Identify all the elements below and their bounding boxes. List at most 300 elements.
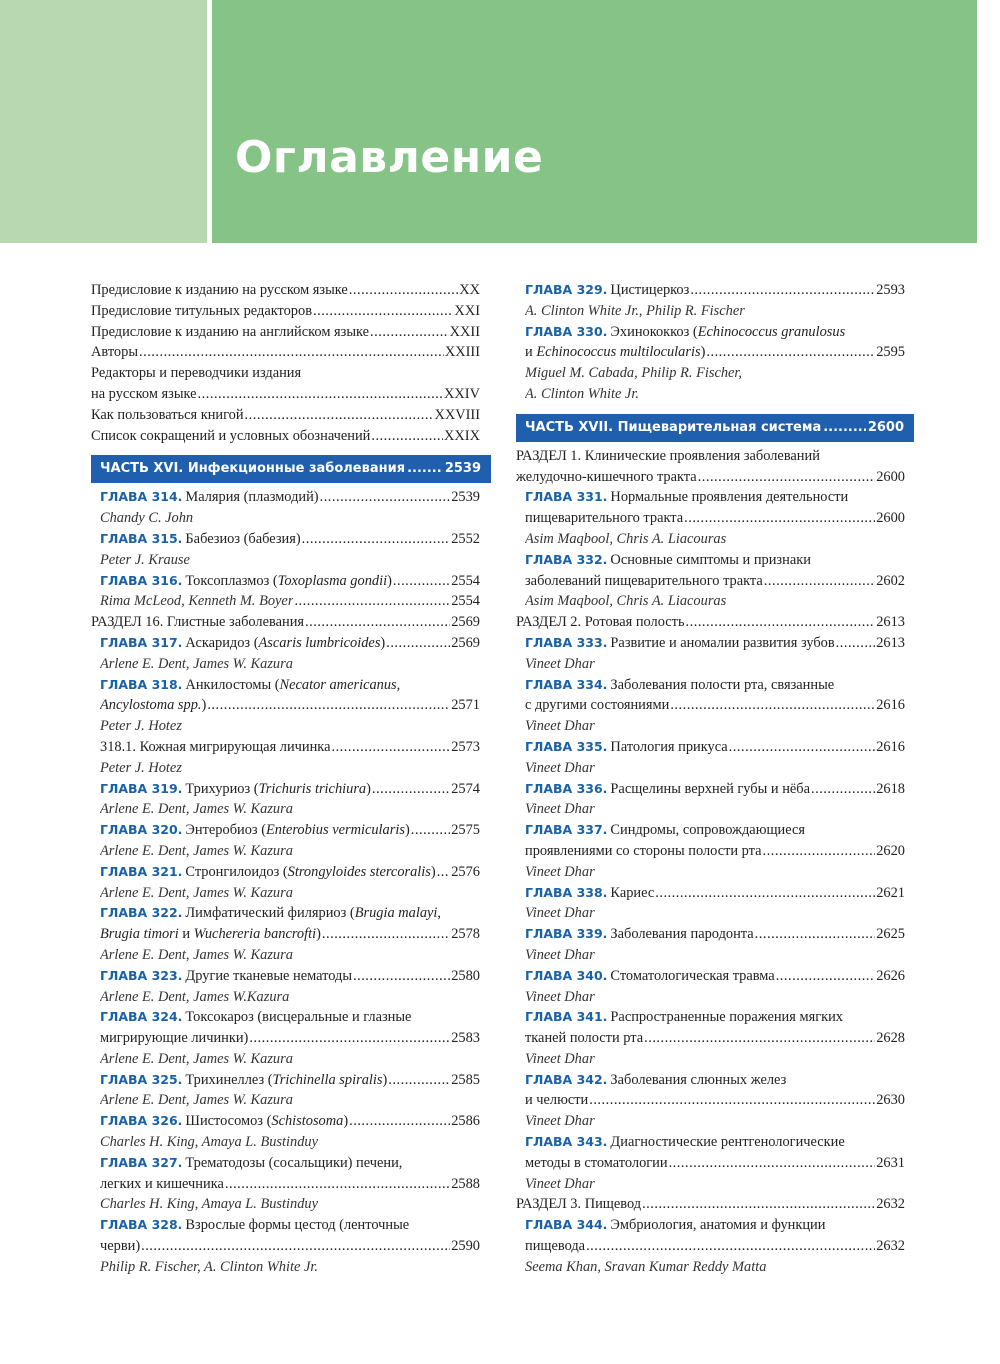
latin-name: Strongyloides stercoralis xyxy=(287,863,431,880)
entry-title: Vineet Dhar xyxy=(525,1050,595,1067)
page-number: 2600 xyxy=(876,510,905,527)
toc-section-line[interactable] xyxy=(516,612,905,633)
page-number: 2632 xyxy=(876,1196,905,1213)
toc-author-line xyxy=(516,591,905,612)
entry-text xyxy=(525,924,754,945)
page-number: 2575 xyxy=(451,822,480,839)
toc-chapter-line[interactable] xyxy=(91,1007,480,1028)
toc-chapter-line[interactable] xyxy=(91,633,480,654)
entry-title: на русском языке xyxy=(91,385,197,402)
entry-title: Charles H. King, Amaya L. Bustinduy xyxy=(100,1196,318,1213)
toc-chapter-line[interactable] xyxy=(91,675,480,696)
chapter-number: ГЛАВА 334. xyxy=(525,676,608,692)
dot-leader xyxy=(437,862,451,883)
entry-title: Заболевания пародонта xyxy=(610,926,754,943)
toc-chapter-line[interactable] xyxy=(91,903,480,924)
page-number: XXIX xyxy=(444,427,480,444)
toc-author-line xyxy=(91,508,480,529)
entry-text xyxy=(525,1257,766,1278)
part-17-banner[interactable] xyxy=(516,414,914,442)
toc-author-line xyxy=(91,550,480,571)
entry-title: Взрослые формы цестод (ленточные xyxy=(185,1217,410,1234)
entry-title: ) xyxy=(366,780,371,797)
dot-leader xyxy=(684,508,875,529)
page-number: 2602 xyxy=(876,572,905,589)
chapter-number: ГЛАВА 325. xyxy=(100,1071,183,1087)
entry-title: Vineet Dhar xyxy=(525,863,595,880)
toc-chapter-line[interactable] xyxy=(516,1132,905,1153)
entry-title: Arlene E. Dent, James W. Kazura xyxy=(100,946,293,963)
toc-cont-line[interactable] xyxy=(516,841,905,862)
toc-cont-line[interactable] xyxy=(516,1028,905,1049)
entry-title: Эмбриология, анатомия и функции xyxy=(610,1217,826,1234)
dot-leader xyxy=(322,924,450,945)
page-number: 2600 xyxy=(876,468,905,485)
entry-text xyxy=(525,716,595,737)
toc-author-line xyxy=(516,758,905,779)
entry-title: Miguel M. Cabada, Philip R. Fischer, xyxy=(525,365,743,382)
entry-text xyxy=(100,654,293,675)
chapter-number: ГЛАВА 320. xyxy=(100,822,183,838)
entry-text xyxy=(525,363,742,384)
dot-leader xyxy=(763,841,876,862)
entry-text xyxy=(100,924,321,945)
entry-text xyxy=(525,322,845,343)
entry-title: Peter J. Krause xyxy=(100,551,190,568)
dot-leader xyxy=(729,737,876,758)
entry-title: РАЗДЕЛ 2. Ротовая полость xyxy=(516,614,685,631)
toc-cont-line[interactable] xyxy=(91,695,480,716)
latin-name: Brugia timori xyxy=(100,926,179,943)
front-matter-list xyxy=(91,280,480,446)
toc-cont-line[interactable] xyxy=(91,737,480,758)
entry-title: Asim Maqbool, Chris A. Liacouras xyxy=(525,593,727,610)
entry-title: Vineet Dhar xyxy=(525,905,595,922)
toc-author-line xyxy=(91,945,480,966)
entry-title: Развитие и аномалии развития зубов xyxy=(610,634,835,651)
toc-author-line xyxy=(516,799,905,820)
toc-chapter-line[interactable] xyxy=(91,820,480,841)
front-matter-item[interactable] xyxy=(91,280,480,301)
dot-leader xyxy=(698,467,876,488)
entry-text xyxy=(525,1049,595,1070)
toc-chapter-line[interactable] xyxy=(91,1215,480,1236)
toc-right-column xyxy=(516,280,905,1278)
page-number: 2616 xyxy=(876,697,905,714)
dot-leader xyxy=(320,487,451,508)
front-matter-item[interactable] xyxy=(91,405,480,426)
latin-name: Enterobius vermicularis xyxy=(265,822,405,839)
entry-text xyxy=(525,1007,843,1028)
chapter-number: ГЛАВА 323. xyxy=(100,967,183,983)
page-number: 2590 xyxy=(451,1238,480,1255)
entry-title: желудочно-кишечного тракта xyxy=(516,468,697,485)
entry-text xyxy=(525,571,763,592)
page-number: 2630 xyxy=(876,1092,905,1109)
entry-title: Vineet Dhar xyxy=(525,988,595,1005)
chapter-number: ГЛАВА 317. xyxy=(100,634,183,650)
entry-title: Редакторы и переводчики издания xyxy=(91,365,302,382)
entry-text xyxy=(525,487,848,508)
entry-text xyxy=(525,820,805,841)
entry-text xyxy=(525,550,811,571)
chapter-number: ГЛАВА 343. xyxy=(525,1134,608,1150)
entry-title: Arlene E. Dent, James W.Kazura xyxy=(100,988,290,1005)
toc-author-line xyxy=(516,903,905,924)
toc-cont-line[interactable] xyxy=(516,342,905,363)
latin-name: Ascaris lumbricoides xyxy=(258,634,381,651)
latin-name: Wuchereria bancrofti xyxy=(193,926,317,943)
entry-title: Распространенные поражения мягких xyxy=(610,1009,843,1026)
entry-title: ) xyxy=(700,344,706,361)
dot-leader xyxy=(207,695,450,716)
toc-author-line xyxy=(516,1174,905,1195)
chapter-number: ГЛАВА 316. xyxy=(100,572,183,588)
entry-title: методы в стоматологии xyxy=(525,1154,668,1171)
entry-title: Токсоплазмоз ( xyxy=(185,572,278,589)
front-matter-item[interactable] xyxy=(91,342,480,363)
entry-title: Rima McLeod, Kenneth M. Boyer xyxy=(100,593,294,610)
right-entry-list xyxy=(516,446,905,1278)
entry-text xyxy=(100,1049,293,1070)
chapter-number: ГЛАВА 319. xyxy=(100,780,183,796)
toc-chapter-line[interactable] xyxy=(91,1070,480,1091)
page-number: XX xyxy=(459,282,480,298)
toc-chapter-line[interactable] xyxy=(516,883,905,904)
front-matter-item[interactable] xyxy=(91,322,480,343)
dot-leader xyxy=(669,1153,876,1174)
toc-left-column xyxy=(91,280,480,1278)
entry-title: Синдромы, сопровождающиеся xyxy=(610,822,805,839)
page-number: XXVIII xyxy=(434,406,480,423)
entry-title: Chandy C. John xyxy=(100,510,194,527)
front-matter-item[interactable] xyxy=(91,301,480,322)
entry-title: Vineet Dhar xyxy=(525,1175,595,1192)
toc-cont-line[interactable] xyxy=(516,508,905,529)
toc-chapter-line[interactable] xyxy=(516,550,905,571)
entry-text xyxy=(100,1153,402,1174)
entry-title: тканей полости рта xyxy=(525,1030,644,1047)
entry-title: с другими состояниями xyxy=(525,697,670,714)
entry-title: Vineet Dhar xyxy=(525,718,595,735)
chapter-number: ГЛАВА 322. xyxy=(100,905,183,921)
latin-name: Echinococcus multilocularis xyxy=(536,344,701,361)
toc-section-line[interactable] xyxy=(516,467,905,488)
dot-leader xyxy=(305,612,450,633)
entry-title: Трихинеллез ( xyxy=(185,1071,273,1088)
toc-chapter-line[interactable] xyxy=(516,737,905,758)
toc-cont-line[interactable] xyxy=(516,571,905,592)
entry-title: Диагностические рентгенологические xyxy=(610,1134,845,1151)
entry-title: легких и кишечника xyxy=(100,1175,224,1192)
toc-cont-line[interactable] xyxy=(516,1236,905,1257)
toc-chapter-line[interactable] xyxy=(91,1111,480,1132)
entry-text xyxy=(525,280,689,301)
page-number: 2571 xyxy=(451,697,480,714)
chapter-number: ГЛАВА 326. xyxy=(100,1113,183,1129)
dot-leader xyxy=(302,529,451,550)
dot-leader xyxy=(139,342,444,363)
entry-text xyxy=(525,508,683,529)
latin-name: Trichuris trichiura xyxy=(258,780,367,797)
entry-text xyxy=(100,716,182,737)
chapter-number: ГЛАВА 324. xyxy=(100,1009,183,1025)
chapter-number: ГЛАВА 328. xyxy=(100,1217,183,1233)
entry-text xyxy=(100,883,293,904)
entry-title: черви) xyxy=(100,1238,141,1255)
dot-leader xyxy=(836,633,876,654)
entry-title: Peter J. Hotez xyxy=(100,718,182,735)
entry-title: Arlene E. Dent, James W. Kazura xyxy=(100,1050,293,1067)
page-number: 2573 xyxy=(451,738,480,755)
toc-chapter-line[interactable] xyxy=(91,966,480,987)
toc-author-line xyxy=(91,1194,480,1215)
toc-chapter-line[interactable] xyxy=(91,571,480,592)
chapter-number: ГЛАВА 321. xyxy=(100,863,183,879)
entry-title: Энтеробиоз ( xyxy=(185,822,266,839)
dot-leader xyxy=(353,966,450,987)
toc-author-line xyxy=(91,1049,480,1070)
entry-title: и xyxy=(178,926,194,943)
toc-chapter-line[interactable] xyxy=(516,924,905,945)
entry-title: ) xyxy=(380,634,386,651)
entry-title: Токсокароз (висцеральные и глазные xyxy=(185,1009,412,1026)
toc-chapter-line[interactable] xyxy=(516,1007,905,1028)
entry-text xyxy=(100,945,293,966)
entry-text xyxy=(100,758,182,779)
toc-section-line[interactable] xyxy=(91,612,480,633)
dot-leader xyxy=(141,1236,450,1257)
dot-leader xyxy=(294,591,450,612)
toc-cont-line[interactable] xyxy=(91,1028,480,1049)
entry-text xyxy=(100,1194,318,1215)
toc-chapter-line[interactable] xyxy=(516,633,905,654)
entry-title: ) xyxy=(316,926,321,943)
entry-title: ) xyxy=(343,1113,349,1130)
toc-author-line xyxy=(516,1111,905,1132)
entry-title: Заболевания полости рта, связанные xyxy=(610,676,835,693)
entry-title: Стоматологическая травма xyxy=(610,967,775,984)
entry-title: пищеварительного тракта xyxy=(525,510,684,527)
entry-text xyxy=(100,799,293,820)
entry-title: Шистосомоз ( xyxy=(185,1113,272,1130)
front-matter-item[interactable] xyxy=(91,426,480,447)
front-matter-item[interactable] xyxy=(91,384,480,405)
page-number: XXIII xyxy=(444,344,480,361)
toc-chapter-line[interactable] xyxy=(516,1070,905,1091)
entry-text xyxy=(100,1132,318,1153)
dot-leader xyxy=(670,695,875,716)
entry-title: Vineet Dhar xyxy=(525,801,595,818)
entry-text xyxy=(100,903,441,924)
entry-title: Arlene E. Dent, James W. Kazura xyxy=(100,842,293,859)
entry-title: Arlene E. Dent, James W. Kazura xyxy=(100,1092,293,1109)
page-number: 2621 xyxy=(876,884,905,901)
toc-author-line xyxy=(516,529,905,550)
toc-cont-line[interactable] xyxy=(516,1153,905,1174)
page-number: 2554 xyxy=(451,572,480,589)
toc-cont-line[interactable] xyxy=(516,1090,905,1111)
toc-chapter-line[interactable] xyxy=(516,779,905,800)
latin-name: Toxoplasma gondii xyxy=(277,572,388,589)
page-number: 2576 xyxy=(451,863,480,880)
toc-chapter-line[interactable] xyxy=(91,529,480,550)
dot-leader xyxy=(706,342,875,363)
page-number: 2626 xyxy=(876,967,905,984)
page-number: XXI xyxy=(454,302,480,319)
entry-text xyxy=(525,841,762,862)
entry-text xyxy=(100,1174,224,1195)
toc-author-line xyxy=(516,862,905,883)
toc-chapter-line[interactable] xyxy=(516,487,905,508)
entry-text xyxy=(525,883,654,904)
toc-chapter-line[interactable] xyxy=(516,675,905,696)
entry-text xyxy=(100,779,371,800)
page-number: 2586 xyxy=(451,1113,480,1130)
dot-leader xyxy=(776,966,876,987)
entry-title: Стронгилоидоз ( xyxy=(185,863,288,880)
page-number: 2539 xyxy=(451,489,480,506)
page-number: 2595 xyxy=(876,344,905,361)
page-number: 2632 xyxy=(876,1238,905,1255)
toc-section-line[interactable] xyxy=(516,1194,905,1215)
toc-chapter-line[interactable] xyxy=(516,966,905,987)
dot-leader xyxy=(642,1194,875,1215)
part-16-banner[interactable] xyxy=(91,455,491,483)
dot-leader xyxy=(349,1111,450,1132)
entry-text xyxy=(100,1007,411,1028)
entry-text xyxy=(100,841,293,862)
page-title: Оглавление xyxy=(235,132,544,183)
dot-leader xyxy=(225,1174,450,1195)
page-number: 2593 xyxy=(876,282,905,298)
entry-text xyxy=(516,612,685,633)
entry-title: Расщелины верхней губы и нёба xyxy=(610,780,810,797)
entry-title: и челюсти xyxy=(525,1092,589,1109)
chapter-number: ГЛАВА 331. xyxy=(525,489,608,505)
chapter-number: ГЛАВА 327. xyxy=(100,1154,183,1170)
entry-text xyxy=(100,508,193,529)
entry-title: ) xyxy=(382,1071,388,1088)
toc-chapter-line[interactable] xyxy=(516,280,905,301)
entry-title: и xyxy=(525,344,537,361)
toc-author-line xyxy=(516,654,905,675)
entry-title: РАЗДЕЛ 16. Глистные заболевания xyxy=(91,614,305,631)
entry-text xyxy=(525,675,834,696)
toc-section-line[interactable] xyxy=(516,446,905,467)
entry-title: Предисловие к изданию на русском языке xyxy=(91,282,348,298)
entry-text xyxy=(91,612,304,633)
entry-text xyxy=(100,1090,293,1111)
page-number: 2620 xyxy=(876,842,905,859)
toc-cont-line[interactable] xyxy=(91,1174,480,1195)
toc-chapter-line[interactable] xyxy=(516,322,905,343)
page-number: 2569 xyxy=(451,614,480,631)
toc-chapter-line[interactable] xyxy=(91,779,480,800)
toc-chapter-line[interactable] xyxy=(91,487,480,508)
part-page: 2600 xyxy=(867,419,904,435)
page-number: 2580 xyxy=(451,967,480,984)
entry-text xyxy=(525,758,595,779)
dot-leader xyxy=(198,384,443,405)
latin-name: Necator americanus, xyxy=(279,676,401,693)
page-number: XXII xyxy=(449,323,480,340)
entry-text xyxy=(525,1070,786,1091)
entry-text xyxy=(525,862,595,883)
entry-text xyxy=(525,1153,668,1174)
toc-chapter-line[interactable] xyxy=(516,820,905,841)
entry-text xyxy=(525,529,726,550)
chapter-number: ГЛАВА 332. xyxy=(525,551,608,567)
dot-leader xyxy=(313,301,453,322)
entry-title: Предисловие к изданию на английском языке xyxy=(91,323,370,340)
page-number: 2569 xyxy=(451,634,480,651)
entry-title: Vineet Dhar xyxy=(525,655,595,672)
dot-leader xyxy=(655,883,875,904)
page-number: 2585 xyxy=(451,1071,480,1088)
entry-text xyxy=(525,654,595,675)
dot-leader xyxy=(764,571,875,592)
page-number: XXIV xyxy=(444,385,480,402)
toc-chapter-line[interactable] xyxy=(91,862,480,883)
dot-leader xyxy=(388,1070,450,1091)
entry-title: ) xyxy=(387,572,392,589)
entry-text xyxy=(525,1090,588,1111)
entry-text xyxy=(100,737,330,758)
entry-text xyxy=(525,342,705,363)
entry-title: Малярия (плазмодий) xyxy=(185,489,319,506)
entry-text xyxy=(100,820,410,841)
entry-text xyxy=(525,1236,585,1257)
entry-text xyxy=(525,1215,825,1236)
entry-text xyxy=(516,467,697,488)
entry-text xyxy=(525,633,835,654)
latin-name: Ancylostoma spp. xyxy=(100,697,202,714)
chapter-number: ГЛАВА 315. xyxy=(100,530,183,546)
entry-title: ) xyxy=(201,697,207,714)
chapter-number: ГЛАВА 333. xyxy=(525,634,608,650)
part-label: ЧАСТЬ XVII. xyxy=(525,419,614,435)
chapter-number: ГЛАВА 336. xyxy=(525,780,608,796)
toc-chapter-line[interactable] xyxy=(516,1215,905,1236)
toc-author-line xyxy=(91,654,480,675)
toc-chapter-line[interactable] xyxy=(91,1153,480,1174)
toc-author-line xyxy=(91,716,480,737)
header-side-band xyxy=(0,0,207,243)
front-matter-item[interactable] xyxy=(91,363,480,384)
entry-title: Другие тканевые нематоды xyxy=(185,967,352,984)
entry-title: Заболевания слюнных желез xyxy=(610,1071,787,1088)
toc-author-line xyxy=(91,799,480,820)
entry-text xyxy=(525,591,726,612)
left-entry-list xyxy=(91,487,480,1277)
entry-title: Кариес xyxy=(610,884,655,901)
dot-leader xyxy=(755,924,876,945)
entry-title: Основные симптомы и признаки xyxy=(610,551,811,568)
entry-text xyxy=(525,903,595,924)
entry-text xyxy=(525,1028,643,1049)
chapter-number: ГЛАВА 318. xyxy=(100,676,183,692)
toc-cont-line[interactable] xyxy=(91,924,480,945)
entry-text xyxy=(100,633,385,654)
entry-text xyxy=(525,987,595,1008)
dot-leader xyxy=(686,612,876,633)
toc-cont-line[interactable] xyxy=(91,1236,480,1257)
entry-title: 318.1. Кожная мигрирующая личинка xyxy=(100,738,331,755)
entry-title: ) xyxy=(404,822,410,839)
dot-leader xyxy=(370,322,449,343)
toc-cont-line[interactable] xyxy=(516,695,905,716)
